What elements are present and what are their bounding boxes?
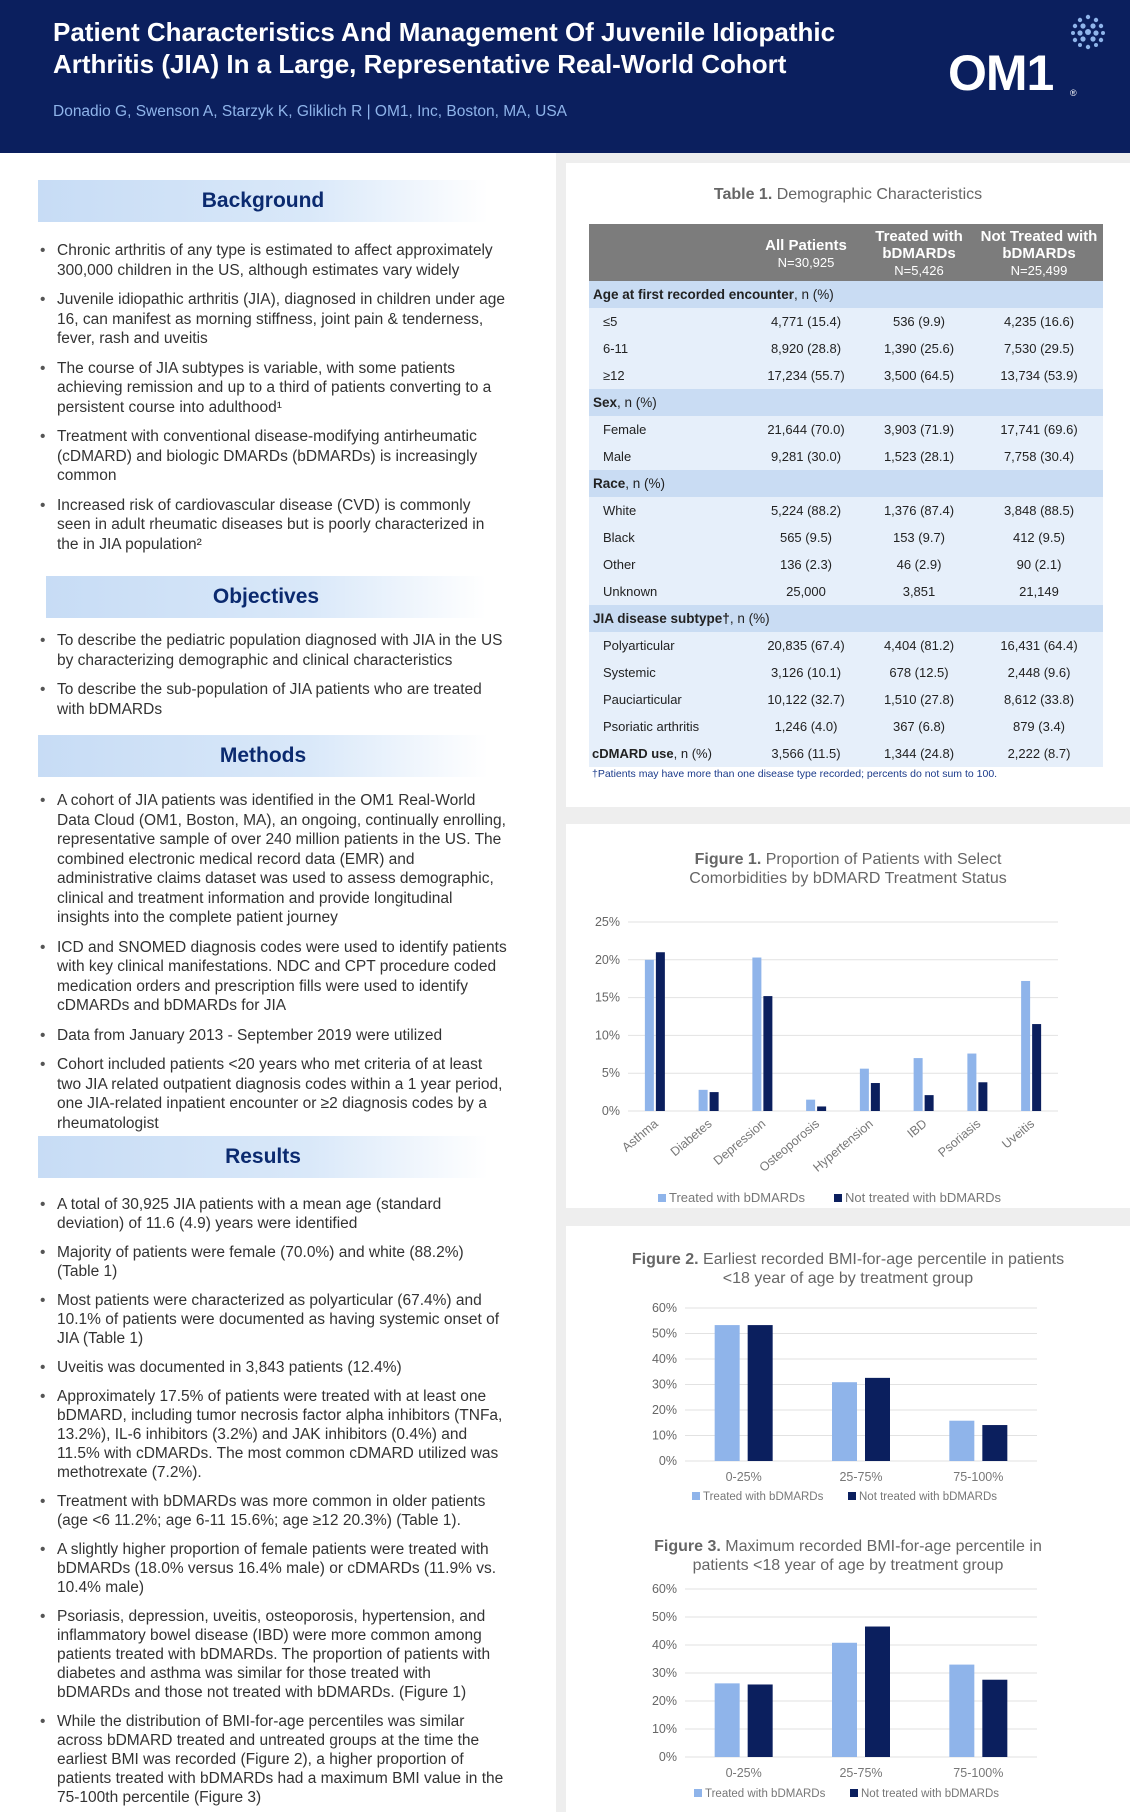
bar (925, 1095, 934, 1111)
table-cell: 17,741 (69.6) (975, 416, 1103, 443)
bar (865, 1627, 890, 1757)
table-cell: 153 (9.7) (863, 524, 975, 551)
list-item: • Majority of patients were female (70.0%) and white (88.2%) (Table 1) (38, 1243, 508, 1281)
y-tick-label: 5% (601, 1066, 620, 1081)
list-item: • The course of JIA subtypes is variable, with some patients achieving remission and up to a third of patients converting to a persistent course into adulthood¹ (38, 359, 508, 418)
legend-label: Treated with bDMARDs (703, 1491, 824, 1503)
y-tick-label: 40% (651, 1352, 677, 1366)
table-row (589, 443, 1103, 470)
y-tick-label: 30% (651, 1377, 677, 1392)
dot-cluster-icon (1070, 14, 1106, 50)
x-tick-label: 25-75% (839, 1470, 883, 1484)
bar (1032, 1024, 1041, 1111)
list-item: • A slightly higher proportion of female patients were treated with bDMARDs (18.0% versus 16.4% male) or cDMARDs (11.9% vs. 10.4% male) (38, 1540, 508, 1597)
table-row (589, 416, 1103, 443)
bar (871, 1083, 880, 1111)
y-tick-label: 0% (658, 1750, 677, 1764)
table-cell: 3,126 (10.1) (749, 659, 863, 686)
table-cell: 1,390 (25.6) (863, 335, 975, 362)
table-header-label: All Patients (765, 236, 847, 254)
table-row-label: Female (589, 416, 749, 443)
y-tick-label: 25% (594, 915, 620, 929)
bar (817, 1106, 826, 1111)
table-cell: 9,281 (30.0) (749, 443, 863, 470)
list-item: • Uveitis was documented in 3,843 patients (12.4%) (38, 1358, 508, 1377)
y-tick-label: 20% (594, 952, 620, 967)
y-tick-label: 50% (651, 1610, 677, 1624)
table-row (589, 308, 1103, 335)
bar (715, 1683, 740, 1757)
table-cell: 46 (2.9) (863, 551, 975, 578)
table-row (589, 713, 1103, 740)
table-header-blank (589, 224, 749, 281)
legend-swatch (694, 1789, 702, 1797)
poster-title (53, 16, 913, 80)
list-item: • To describe the pediatric population diagnosed with JIA in the US by characterizing demographic and clinical characteristics (38, 631, 508, 670)
table-cell: 17,234 (55.7) (749, 362, 863, 389)
table-cell: 136 (2.3) (749, 551, 863, 578)
list-item: • To describe the sub-population of JIA patients who are treated with bDMARDs (38, 680, 508, 719)
table1-title (566, 185, 1130, 204)
table-row-label: Unknown (589, 578, 749, 605)
bar (865, 1378, 890, 1461)
figure3-chart (566, 1522, 1130, 1812)
table-section-rest: , n (%) (794, 287, 834, 302)
bar (982, 1425, 1007, 1461)
x-tick-label: 75-100% (953, 1470, 1004, 1484)
objectives-heading: Objectives (46, 576, 486, 618)
table-cell: 1,246 (4.0) (749, 713, 863, 740)
table-cell: 10,122 (32.7) (749, 686, 863, 713)
table-cell: 678 (12.5) (863, 659, 975, 686)
bar (949, 1665, 974, 1757)
table-cell: 412 (9.5) (975, 524, 1103, 551)
list-item: • Increased risk of cardiovascular disease (CVD) is commonly seen in adult rheumatic diseases but is poorly characterized in the in JIA population² (38, 496, 508, 555)
table-section-label (589, 605, 1103, 632)
poster-header (0, 0, 1130, 153)
table-cell: 3,566 (11.5) (749, 740, 863, 767)
figure1-title-bold: Figure 1. (694, 851, 762, 868)
table-cell: 879 (3.4) (975, 713, 1103, 740)
table-cell: 536 (9.9) (863, 308, 975, 335)
table-row-label: Pauciarticular (589, 686, 749, 713)
table-cell: 2,222 (8.7) (975, 740, 1103, 767)
list-item: • ICD and SNOMED diagnosis codes were used to identify patients with key clinical manifestations. NDC and CPT procedure coded medication orders and prescription fills were used to identify cDMARDs and bDMARDs for JIA (38, 938, 508, 1016)
table-cell: 21,149 (975, 578, 1103, 605)
table-row-label: White (589, 497, 749, 524)
table-section-label (589, 470, 1103, 497)
x-tick-label: Osteoporosis (756, 1116, 823, 1175)
objectives-list (38, 631, 508, 729)
table-cell: 4,404 (81.2) (863, 632, 975, 659)
table-section-row (589, 389, 1103, 416)
list-item: • Approximately 17.5% of patients were treated with at least one bDMARD, including tumor necrosis factor alpha inhibitors (TNFa, 13.2%), IL-6 inhibitors (3.2%) and JAK inhibitors (0.4%) and 11.5% with cDMARDs. The most common cDMARD utilized was methotrexate (7.2%). (38, 1387, 508, 1482)
table-row-label: Male (589, 443, 749, 470)
table-cell: 90 (2.1) (975, 551, 1103, 578)
bar (982, 1680, 1007, 1757)
table-header-all (749, 224, 863, 281)
table-row (589, 632, 1103, 659)
table-header-label: Treated with bDMARDs (875, 228, 963, 262)
list-item: • A cohort of JIA patients was identified in the OM1 Real-World Data Cloud (OM1, Boston, MA), an ongoing, continually enrolling, representative sample of over 240 million patients in the US. The combined electronic medical record data (EMR) and administrative claims dataset was used to assess demographic, clinical and treatment information and provide longitudinal insights into the complete patient journey (38, 791, 508, 928)
list-item: • Treatment with bDMARDs was more common in older patients (age <6 11.2%; age 6-11 15.6%; age ≥12 20.3%) (Table 1). (38, 1492, 508, 1530)
bar (763, 996, 772, 1111)
x-tick-label: 0-25% (725, 1470, 762, 1484)
figure1-chart (566, 824, 1130, 1208)
bar (860, 1069, 869, 1111)
poster-authors: Donadio G, Swenson A, Starzyk K, Gliklich R | OM1, Inc, Boston, MA, USA (53, 103, 567, 120)
legend-swatch (834, 1194, 842, 1202)
results-list (38, 1195, 508, 1812)
bar (748, 1325, 773, 1461)
figure1-title-line1: Proportion of Patients with Select (761, 851, 1002, 868)
table-row-label: Psoriatic arthritis (589, 713, 749, 740)
y-tick-label: 40% (651, 1638, 677, 1652)
bar (1021, 981, 1030, 1111)
list-item: • Chronic arthritis of any type is estimated to affect approximately 300,000 children in the US, although estimates vary widely (38, 241, 508, 280)
table-row (589, 362, 1103, 389)
om1-logo-text: OM1 (948, 45, 1054, 101)
table-section-bold: Age at first recorded encounter (593, 287, 795, 302)
table-header-n: N=5,426 (894, 263, 944, 278)
table-cell: 1,523 (28.1) (863, 443, 975, 470)
table-body (589, 281, 1103, 767)
background-list (38, 241, 508, 564)
table-row-label-bold: cDMARD use (592, 746, 674, 761)
table-header-not-treated (975, 224, 1103, 281)
x-tick-label: Depression (710, 1116, 769, 1168)
bar (967, 1054, 976, 1111)
figure3-title-line1: Maximum recorded BMI-for-age percentile in (720, 1538, 1042, 1555)
x-tick-label: 25-75% (839, 1766, 883, 1780)
bar (715, 1325, 740, 1461)
table-cell: 1,376 (87.4) (863, 497, 975, 524)
results-heading: Results (38, 1136, 488, 1178)
table-header-treated (863, 224, 975, 281)
table-cell: 3,848 (88.5) (975, 497, 1103, 524)
y-tick-label: 10% (594, 1028, 620, 1043)
x-tick-label: 0-25% (725, 1766, 762, 1780)
table-row (589, 578, 1103, 605)
y-tick-label: 10% (651, 1428, 677, 1443)
table1-title-rest: Demographic Characteristics (772, 186, 983, 203)
table-row-label: Other (589, 551, 749, 578)
table-cell: 4,235 (16.6) (975, 308, 1103, 335)
table-row (589, 524, 1103, 551)
table-section-row (589, 605, 1103, 632)
background-heading: Background (38, 180, 488, 222)
methods-heading: Methods (38, 735, 488, 777)
table-cell: 1,344 (24.8) (863, 740, 975, 767)
bar (699, 1090, 708, 1111)
figure3-title-line2: patients <18 year of age by treatment group (692, 1557, 1004, 1574)
table-cell: 367 (6.8) (863, 713, 975, 740)
figure2-title-line1: Earliest recorded BMI-for-age percentile in patients (698, 1251, 1065, 1268)
demographics-table (589, 224, 1103, 767)
bar (914, 1058, 923, 1111)
x-tick-label: Uveitis (999, 1116, 1038, 1152)
y-tick-label: 10% (651, 1722, 677, 1736)
x-tick-label: IBD (904, 1116, 930, 1141)
table-cell: 8,612 (33.8) (975, 686, 1103, 713)
table-section-rest: , n (%) (625, 476, 666, 491)
poster-title-line2: Arthritis (JIA) In a Large, Representative Real-World Cohort (53, 49, 787, 79)
table-section-bold: Race (593, 476, 626, 491)
table-cell: 25,000 (749, 578, 863, 605)
bar (645, 960, 654, 1111)
table1-title-bold: Table 1. (713, 186, 773, 203)
figure2-title-bold: Figure 2. (631, 1251, 699, 1268)
table-cell: 16,431 (64.4) (975, 632, 1103, 659)
table-cell: 1,510 (27.8) (863, 686, 975, 713)
y-tick-label: 20% (651, 1694, 677, 1708)
list-item: • Cohort included patients <20 years who met criteria of at least two JIA related outpatient diagnosis codes within a 1 year period, one JIA-related inpatient encounter or ≥2 diagnosis codes by a rheumatologist (38, 1055, 508, 1133)
bar (656, 952, 665, 1111)
bar (978, 1082, 987, 1111)
list-item: • Data from January 2013 - September 2019 were utilized (38, 1026, 508, 1046)
legend-label: Treated with bDMARDs (705, 1788, 826, 1800)
table-section-bold: Sex (593, 395, 618, 410)
table-cell: 565 (9.5) (749, 524, 863, 551)
table-cell: 21,644 (70.0) (749, 416, 863, 443)
table-section-rest: , n (%) (729, 611, 770, 626)
legend-swatch (658, 1194, 666, 1202)
table-row (589, 686, 1103, 713)
figure2-chart (566, 1226, 1130, 1506)
legend-label: Not treated with bDMARDs (859, 1491, 998, 1503)
legend-label: Treated with bDMARDs (669, 1190, 806, 1205)
list-item: • Juvenile idiopathic arthritis (JIA), diagnosed in children under age 16, can manifest as morning stiffness, joint pain & tenderness, fever, rash and uveitis (38, 290, 508, 349)
table-header-n: N=25,499 (1010, 263, 1068, 278)
table-section-label (589, 389, 1103, 416)
table-row-label: ≤5 (589, 308, 749, 335)
legend-swatch (692, 1492, 700, 1500)
figures23-panel (566, 1226, 1130, 1812)
table-cell: 2,448 (9.6) (975, 659, 1103, 686)
table-cell: 5,224 (88.2) (749, 497, 863, 524)
y-tick-label: 0% (658, 1454, 677, 1468)
table-header-label: Not Treated with bDMARDs (980, 228, 1098, 262)
legend-label: Not treated with bDMARDs (845, 1190, 1002, 1205)
y-tick-label: 15% (594, 990, 620, 1005)
list-item: • Psoriasis, depression, uveitis, osteoporosis, hypertension, and inflammatory bowel disease (IBD) were more common among patients treated with bDMARDs. The proportion of patients with diabetes and asthma was similar for those treated with bDMARDs and those not treated with bDMARDs. (Figure 1) (38, 1607, 508, 1702)
legend-swatch (850, 1789, 858, 1797)
table-section-row (589, 470, 1103, 497)
list-item: • Treatment with conventional disease-modifying antirheumatic (cDMARD) and biologic DMARDs (bDMARDs) is increasingly common (38, 427, 508, 486)
table-row-label: Systemic (589, 659, 749, 686)
bar (752, 958, 761, 1111)
table-section-rest: , n (%) (617, 395, 657, 410)
table-section-bold: JIA disease subtype† (593, 611, 730, 626)
table-row-label: Polyarticular (589, 632, 749, 659)
bar (949, 1421, 974, 1461)
table-row (589, 659, 1103, 686)
methods-list (38, 791, 508, 1143)
table-row-label (589, 740, 749, 767)
bar (710, 1092, 719, 1111)
table-row-label: Black (589, 524, 749, 551)
x-tick-label: Hypertension (810, 1116, 876, 1175)
table-cell: 20,835 (67.4) (749, 632, 863, 659)
y-tick-label: 20% (651, 1403, 677, 1417)
y-tick-label: 30% (651, 1666, 677, 1680)
om1-logo-mark: ® (1070, 88, 1077, 98)
table-cell: 8,920 (28.8) (749, 335, 863, 362)
y-tick-label: 60% (651, 1301, 677, 1315)
table-row (589, 335, 1103, 362)
table-cell: 4,771 (15.4) (749, 308, 863, 335)
bar (806, 1100, 815, 1111)
bar (832, 1643, 857, 1757)
bar (748, 1684, 773, 1757)
figure1-title-line2: Comorbidities by bDMARD Treatment Status (689, 870, 1007, 887)
bar (832, 1382, 857, 1461)
table-cell: 13,734 (53.9) (975, 362, 1103, 389)
x-tick-label: Asthma (619, 1116, 661, 1155)
table-cell: 7,530 (29.5) (975, 335, 1103, 362)
table-row (589, 497, 1103, 524)
table-cell: 3,851 (863, 578, 975, 605)
table-row-label: ≥12 (589, 362, 749, 389)
figure1-panel (566, 824, 1130, 1208)
x-tick-label: 75-100% (953, 1766, 1004, 1780)
om1-logo (948, 14, 1098, 104)
legend-label: Not treated with bDMARDs (861, 1788, 1000, 1800)
figure2-title-line2: <18 year of age by treatment group (722, 1270, 974, 1287)
list-item: • While the distribution of BMI-for-age percentiles was similar across bDMARD treated and untreated groups at the time the earliest BMI was recorded (Figure 2), a higher proportion of patients treated with bDMARDs had a maximum BMI value in the 75-100th percentile (Figure 3) (38, 1712, 508, 1807)
y-tick-label: 50% (651, 1326, 677, 1341)
poster-title-line1: Patient Characteristics And Management Of Juvenile Idiopathic (53, 17, 836, 47)
table-section-label (589, 281, 1103, 308)
legend-swatch (848, 1492, 856, 1500)
table-cell: 7,758 (30.4) (975, 443, 1103, 470)
figure3-title-bold: Figure 3. (654, 1538, 721, 1555)
x-tick-label: Diabetes (667, 1116, 715, 1160)
list-item: • A total of 30,925 JIA patients with a mean age (standard deviation) of 11.6 (4.9) years were identified (38, 1195, 508, 1233)
table-header-row (589, 224, 1103, 281)
table-row (589, 551, 1103, 578)
y-tick-label: 0% (601, 1104, 620, 1118)
y-tick-label: 60% (651, 1582, 677, 1596)
table-cell: 3,903 (71.9) (863, 416, 975, 443)
table-row (589, 740, 1103, 767)
table-row-label-rest: , n (%) (673, 746, 712, 761)
table-header-n: N=30,925 (777, 254, 835, 270)
table-cell: 3,500 (64.5) (863, 362, 975, 389)
list-item: • Most patients were characterized as polyarticular (67.4%) and 10.1% of patients were documented as having systemic onset of JIA (Table 1) (38, 1291, 508, 1348)
table-section-row (589, 281, 1103, 308)
table1-footnote: †Patients may have more than one disease type recorded; percents do not sum to 100. (592, 768, 998, 780)
table-row-label: 6-11 (589, 335, 749, 362)
x-tick-label: Psoriasis (935, 1116, 984, 1160)
